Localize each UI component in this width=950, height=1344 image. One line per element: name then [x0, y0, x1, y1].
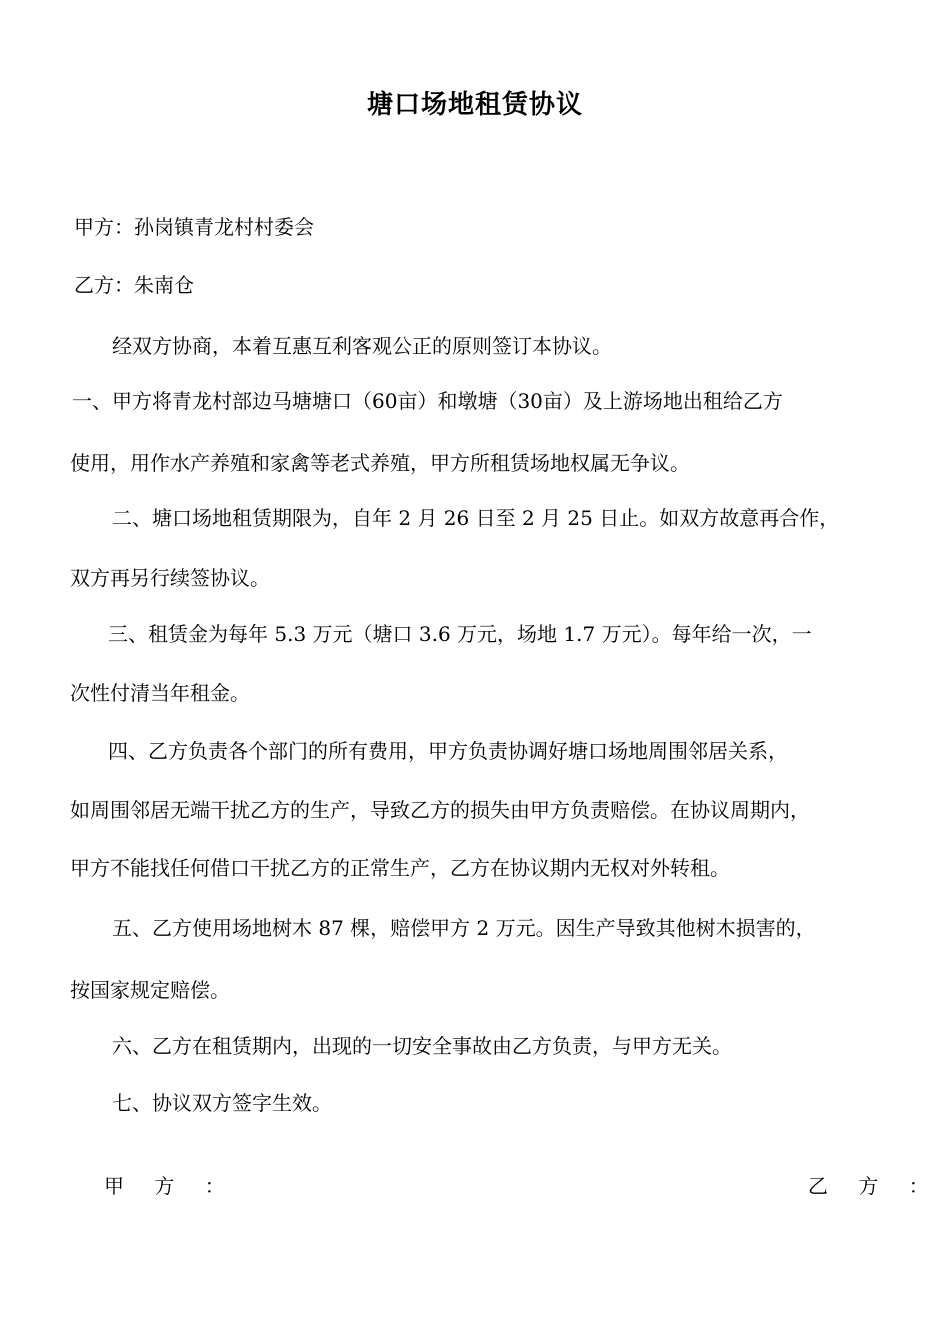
clause-5-line-1: 五、乙方使用场地树木 87 棵，赔偿甲方 2 万元。因生产导致其他树木损害的， [112, 916, 816, 940]
clause-7: 七、协议双方签字生效。 [112, 1091, 332, 1115]
clause-5-line-2: 按国家规定赔偿。 [70, 978, 230, 1002]
document-title: 塘口场地租赁协议 [366, 90, 583, 120]
signature-party-b: 乙 方 ： [808, 1174, 941, 1198]
party-a-line: 甲方：孙岗镇青龙村村委会 [74, 215, 314, 239]
signature-party-a: 甲 方 ： [104, 1174, 237, 1198]
intro-paragraph: 经双方协商，本着互惠互利客观公正的原则签订本协议。 [112, 334, 612, 358]
clause-2-line-2: 双方再另行续签协议。 [70, 566, 270, 590]
party-b-line: 乙方：朱南仓 [74, 273, 194, 297]
clause-3-line-1: 三、租赁金为每年 5.3 万元（塘口 3.6 万元，场地 1.7 万元）。每年给一次，一 [108, 622, 812, 646]
clause-3-line-2: 次性付清当年租金。 [70, 681, 250, 705]
clause-4-line-3: 甲方不能找任何借口干扰乙方的正常生产，乙方在协议期内无权对外转租。 [70, 856, 730, 880]
clause-6: 六、乙方在租赁期内，出现的一切安全事故由乙方负责，与甲方无关。 [112, 1034, 732, 1058]
clause-1-line-1: 一、甲方将青龙村部边马塘塘口（60亩）和墩塘（30亩）及上游场地出租给乙方 [72, 389, 783, 413]
clause-4-line-1: 四、乙方负责各个部门的所有费用，甲方负责协调好塘口场地周围邻居关系， [108, 739, 788, 763]
clause-1-line-2: 使用，用作水产养殖和家禽等老式养殖，甲方所租赁场地权属无争议。 [70, 451, 690, 475]
clause-4-line-2: 如周围邻居无端干扰乙方的生产，导致乙方的损失由甲方负责赔偿。在协议周期内， [70, 798, 810, 822]
clause-2-line-1: 二、塘口场地租赁期限为，自年 2 月 26 日至 2 月 25 日止。如双方故意再合作， [112, 506, 840, 530]
